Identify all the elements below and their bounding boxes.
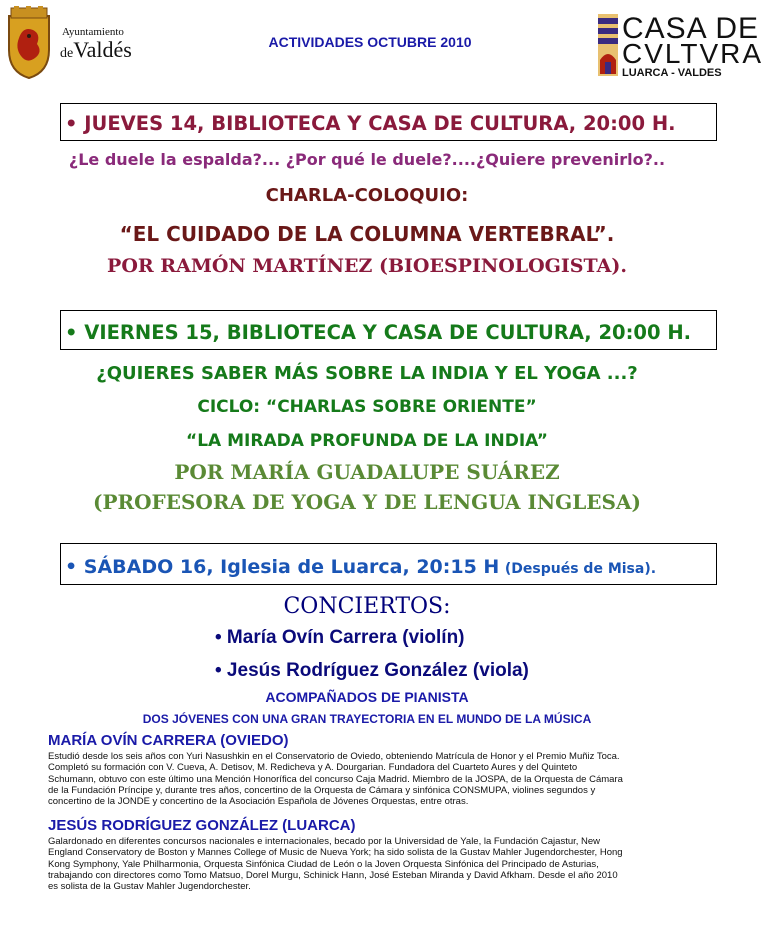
valdes-label: Valdés — [73, 37, 132, 62]
performers-list — [215, 627, 465, 649]
bio-line: Galardonado en diferentes concursos nacionales e internacionales, becado por la Universidad de Yale, la Fundación Cajastur, New — [48, 836, 601, 847]
event2-question: ¿QUIERES SABER MÁS SOBRE LA INDIA Y EL YOGA ...? — [96, 363, 638, 384]
bio-line: Estudió desde los seis años con Yuri Nasushkin en el Conservatorio de Oviedo, obteniendo Matrícula de Honor y el Premio Muñiz Toca. — [48, 751, 620, 762]
performers-list-2 — [215, 660, 529, 682]
casa-de-cultura-emblem-icon — [596, 14, 620, 76]
event3-type: CONCIERTOS: — [283, 594, 451, 619]
event2-speaker: POR MARÍA GUADALUPE SUÁREZ — [174, 460, 560, 484]
luarca-valdes-label: LUARCA - VALDES — [622, 67, 722, 79]
bio-text-jesus — [48, 836, 718, 892]
performer-item: • María Ovín Carrera (violín) — [215, 627, 465, 648]
de-label: de — [60, 46, 74, 61]
event1-day: • JUEVES 14, BIBLIOTECA Y CASA DE CULTURA, 20:00 H. — [65, 112, 676, 135]
event3-day-note: (Después de Misa). — [504, 561, 657, 577]
cultura-label: CVLTVRA — [622, 38, 763, 69]
bio-line: Completó su formación con V. Cueva, A. Detisov, M. Redicheva y A. Dourgarian. Fundadora del Cuarteto Aures y del Quinteto — [48, 762, 578, 774]
bio-text-maria — [48, 751, 718, 807]
event2-day-box — [60, 310, 717, 350]
event2-title: “LA MIRADA PROFUNDA DE LA INDIA” — [186, 431, 548, 451]
accompaniment-label: ACOMPAÑADOS DE PIANISTA — [265, 689, 469, 705]
event3-day: • SÁBADO 16, Iglesia de Luarca, 20:15 H — [65, 556, 500, 578]
performer-item: • Jesús Rodríguez González (viola) — [215, 660, 529, 681]
bio-heading-maria: MARÍA OVÍN CARRERA (OVIEDO) — [48, 732, 289, 749]
bio-line: de la Fundación Príncipe y, durante tres años, concertino de la Orquesta de Cámara y sinfónica CONSMUPA, violines segundos y — [48, 784, 596, 796]
ayuntamiento-label: Ayuntamiento — [62, 26, 124, 38]
valdes-wordmark — [60, 37, 132, 63]
event1-day-box — [60, 103, 717, 141]
event1-type: CHARLA-COLOQUIO: — [265, 185, 469, 206]
bio-line: Kong Symphony, Yale Philharmonia, Orquesta Sinfónica Ciudad de León o la Joven Orquesta Sinfónica del Principado de Asturias, — [48, 858, 599, 870]
valdes-coat-of-arms-icon — [5, 8, 53, 80]
bio-line: Schumann, obtuvo con este último una Mención Honorífica del concurso Caja Madrid. Miembro de la JOSPA, de la Orquesta de Cámara — [48, 773, 623, 785]
bio-line: England Conservatory de Boston y Mannes College of Music de Nueva York; ha sido solista de la Gustav Mahler Jugendorchester, Hong — [48, 847, 623, 859]
event3-subtitle: DOS JÓVENES CON UNA GRAN TRAYECTORIA EN EL MUNDO DE LA MÚSICA — [142, 712, 592, 726]
casa-de-label: CASA DE — [622, 12, 760, 45]
event1-question: ¿Le duele la espalda?... ¿Por qué le duele?....¿Quiere prevenirlo?.. — [68, 150, 666, 169]
event3-day-box — [60, 543, 717, 585]
event2-day: • VIERNES 15, BIBLIOTECA Y CASA DE CULTURA, 20:00 H. — [65, 321, 692, 344]
bio-line: concertino de la JONDE y concertino de la Asociación Española de Jóvenes Orquestas, entre otras. — [48, 796, 469, 808]
bio-line: es solista de la Gustav Mahler Jugendorchester. — [48, 881, 251, 893]
bio-heading-jesus: JESÚS RODRÍGUEZ GONZÁLEZ (LUARCA) — [48, 817, 356, 834]
event1-speaker: POR RAMÓN MARTÍNEZ (BIOESPINOLOGISTA). — [107, 255, 627, 277]
event2-cycle: CICLO: “CHARLAS SOBRE ORIENTE” — [197, 397, 537, 417]
bio-line: trabajando con directores como Tomo Matsuo, Dorel Murgu, Schinick Hann, José Esteban Miranda y David Afkham. Desde el año 2010 — [48, 869, 618, 881]
event1-title: “EL CUIDADO DE LA COLUMNA VERTEBRAL”. — [119, 222, 615, 246]
event2-speaker-role: (PROFESORA DE YOGA Y DE LENGUA INGLESA) — [93, 490, 641, 514]
page-title: ACTIVIDADES OCTUBRE 2010 — [268, 34, 472, 50]
event3-day-line — [65, 556, 656, 578]
